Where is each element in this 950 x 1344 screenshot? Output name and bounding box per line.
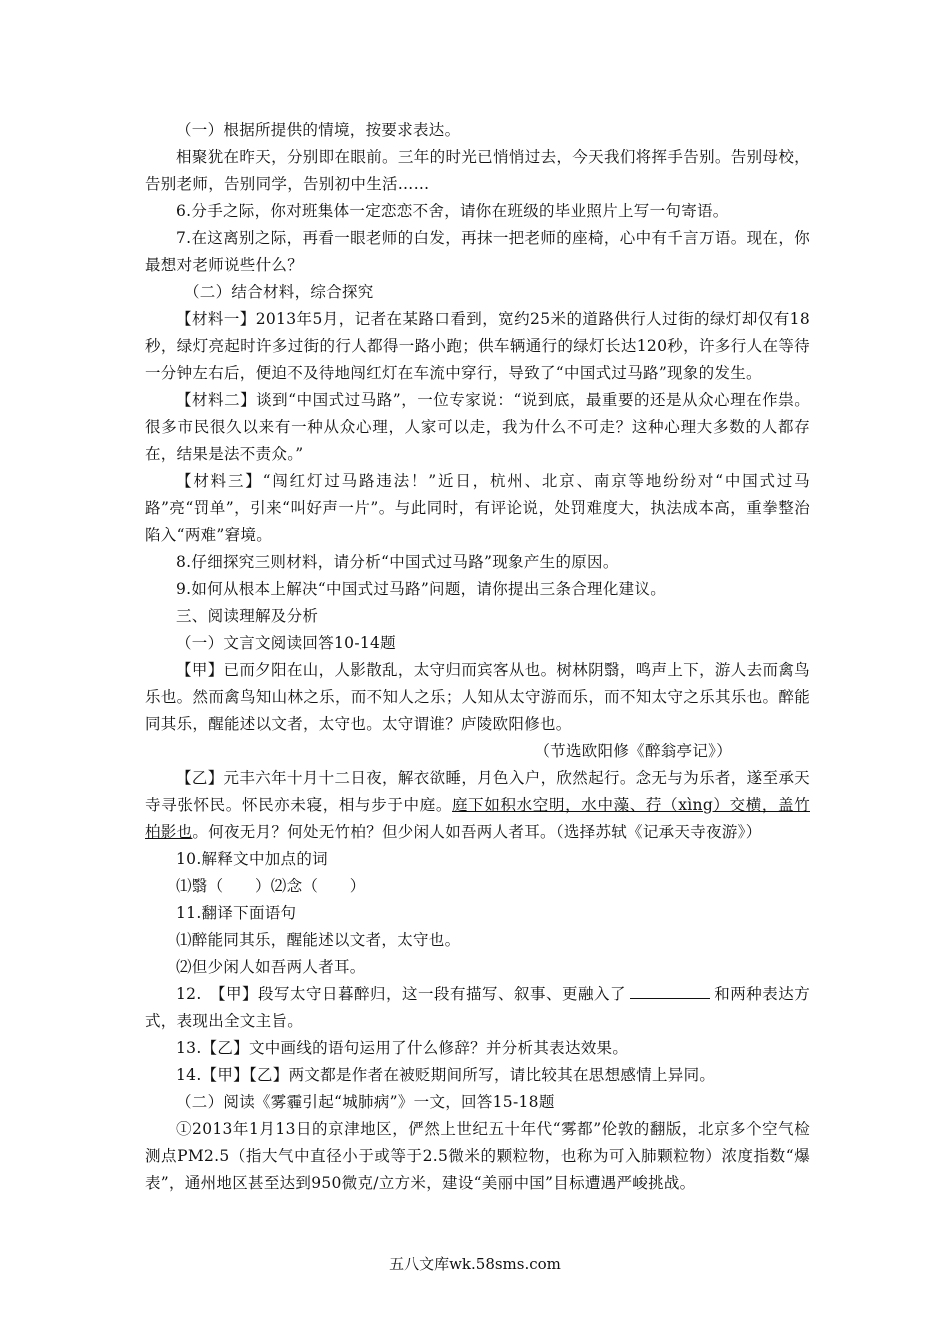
passage-yi-part-1: 【乙】元丰六年十月十二日夜，解衣欲睡，月色入户，欣然起行。念无与为乐者，遂至承天寺寻张怀民。怀民亦未寝，相与步于中庭。 [145,769,810,814]
question-12 [145,981,810,1035]
section-heading-3: 三、阅读理解及分析 [176,607,319,625]
question-10-items: ⑴翳（ ）⑵念（ ） [176,877,366,895]
subsection-heading-classical: （一）文言文阅读回答10-14题 [176,634,396,652]
answer-blank[interactable] [630,982,710,999]
question-12-part-2: 和两种表达方式，表现出全文主旨。 [145,985,810,1030]
question-7: 7.在这离别之际，再看一眼老师的白发，再抹一把老师的座椅，心中有千言万语。现在，你最想对老师说些什么？ [145,229,810,274]
material-3: 【材料三】“闯红灯过马路违法！”近日，杭州、北京、南京等地纷纷对“中国式过马路”亮“罚单”，引来“叫好声一片”。与此同时，有评论说，处罚难度大，执法成本高，重拳整治陷入“两难”窘境。 [145,472,810,544]
question-9: 9.如何从根本上解决“中国式过马路”问题，请你提出三条合理化建议。 [176,580,667,598]
question-13: 13.【乙】文中画线的语句运用了什么修辞？并分析其表达效果。 [176,1039,629,1057]
passage-yi-underlined: 庭下如积水空明，水中藻、荇（xìng）交横，盖竹柏影也 [145,796,810,841]
document-body [145,117,810,1197]
subsection-heading-reading: （二）阅读《雾霾引起“城肺病”》一文，回答15-18题 [176,1093,555,1111]
question-11-item-1: ⑴醉能同其乐，醒能述以文者，太守也。 [176,931,461,949]
question-11-item-2: ⑵但少闲人如吾两人者耳。 [176,958,366,976]
passage-yi [145,765,810,846]
reading-paragraph-1: ①2013年1月13日的京津地区，俨然上世纪五十年代“雾都”伦敦的翻版，北京多个空气检测点PM2.5（指大气中直径小于或等于2.5微米的颗粒物，也称为可入肺颗粒物）浓度指数“爆表”，通州地区甚至达到950微克/立方米，建设“美丽中国”目标遭遇严峻挑战。 [145,1120,810,1192]
situation-text: 相聚犹在昨天，分别即在眼前。三年的时光已悄悄过去，今天我们将挥手告别。告别母校，告别老师，告别同学，告别初中生活…… [145,148,810,193]
passage-jia-source: （节选欧阳修《醉翁亭记》） [534,742,732,760]
question-14: 14.【甲】【乙】两文都是作者在被贬期间所写，请比较其在思想感情上异同。 [176,1066,716,1084]
question-6: 6.分手之际，你对班集体一定恋恋不舍，请你在班级的毕业照片上写一句寄语。 [176,202,729,220]
question-12-part-1: 12. 【甲】段写太守日暮醉归，这一段有描写、叙事、更融入了 [176,985,626,1003]
question-8: 8.仔细探究三则材料，请分析“中国式过马路”现象产生的原因。 [176,553,619,571]
footer-watermark: 五八文库wk.58sms.com [389,1255,561,1273]
passage-yi-part-2: 。何夜无月？何处无竹柏？但少闲人如吾两人者耳。（选择苏轼《记承天寺夜游》） [192,823,762,841]
question-11: 11.翻译下面语句 [176,904,297,922]
passage-jia: 【甲】已而夕阳在山，人影散乱，太守归而宾客从也。树林阴翳，鸣声上下，游人去而禽鸟乐也。然而禽鸟知山林之乐，而不知人之乐；人知从太守游而乐，而不知太守之乐其乐也。醉能同其乐，醒能述以文者，太守也。太守谓谁？庐陵欧阳修也。 [145,661,810,733]
question-10: 10.解释文中加点的词 [176,850,328,868]
material-1: 【材料一】2013年5月，记者在某路口看到，宽约25米的道路供行人过街的绿灯却仅有18秒，绿灯亮起时许多过街的行人都得一路小跑；供车辆通行的绿灯长达120秒，许多行人在等待一分钟左右后，便迫不及待地闯红灯在车流中穿行，导致了“中国式过马路”现象的发生。 [145,310,810,382]
material-2: 【材料二】谈到“中国式过马路”，一位专家说：“说到底，最重要的还是从众心理在作祟。很多市民很久以来有一种从众心理，人家可以走，我为什么不可走？这种心理大多数的人都存在，结果是法不责众。” [145,391,810,463]
section-heading-2: （二）结合材料，综合探究 [184,283,374,301]
section-heading-1: （一）根据所提供的情境，按要求表达。 [176,121,461,139]
